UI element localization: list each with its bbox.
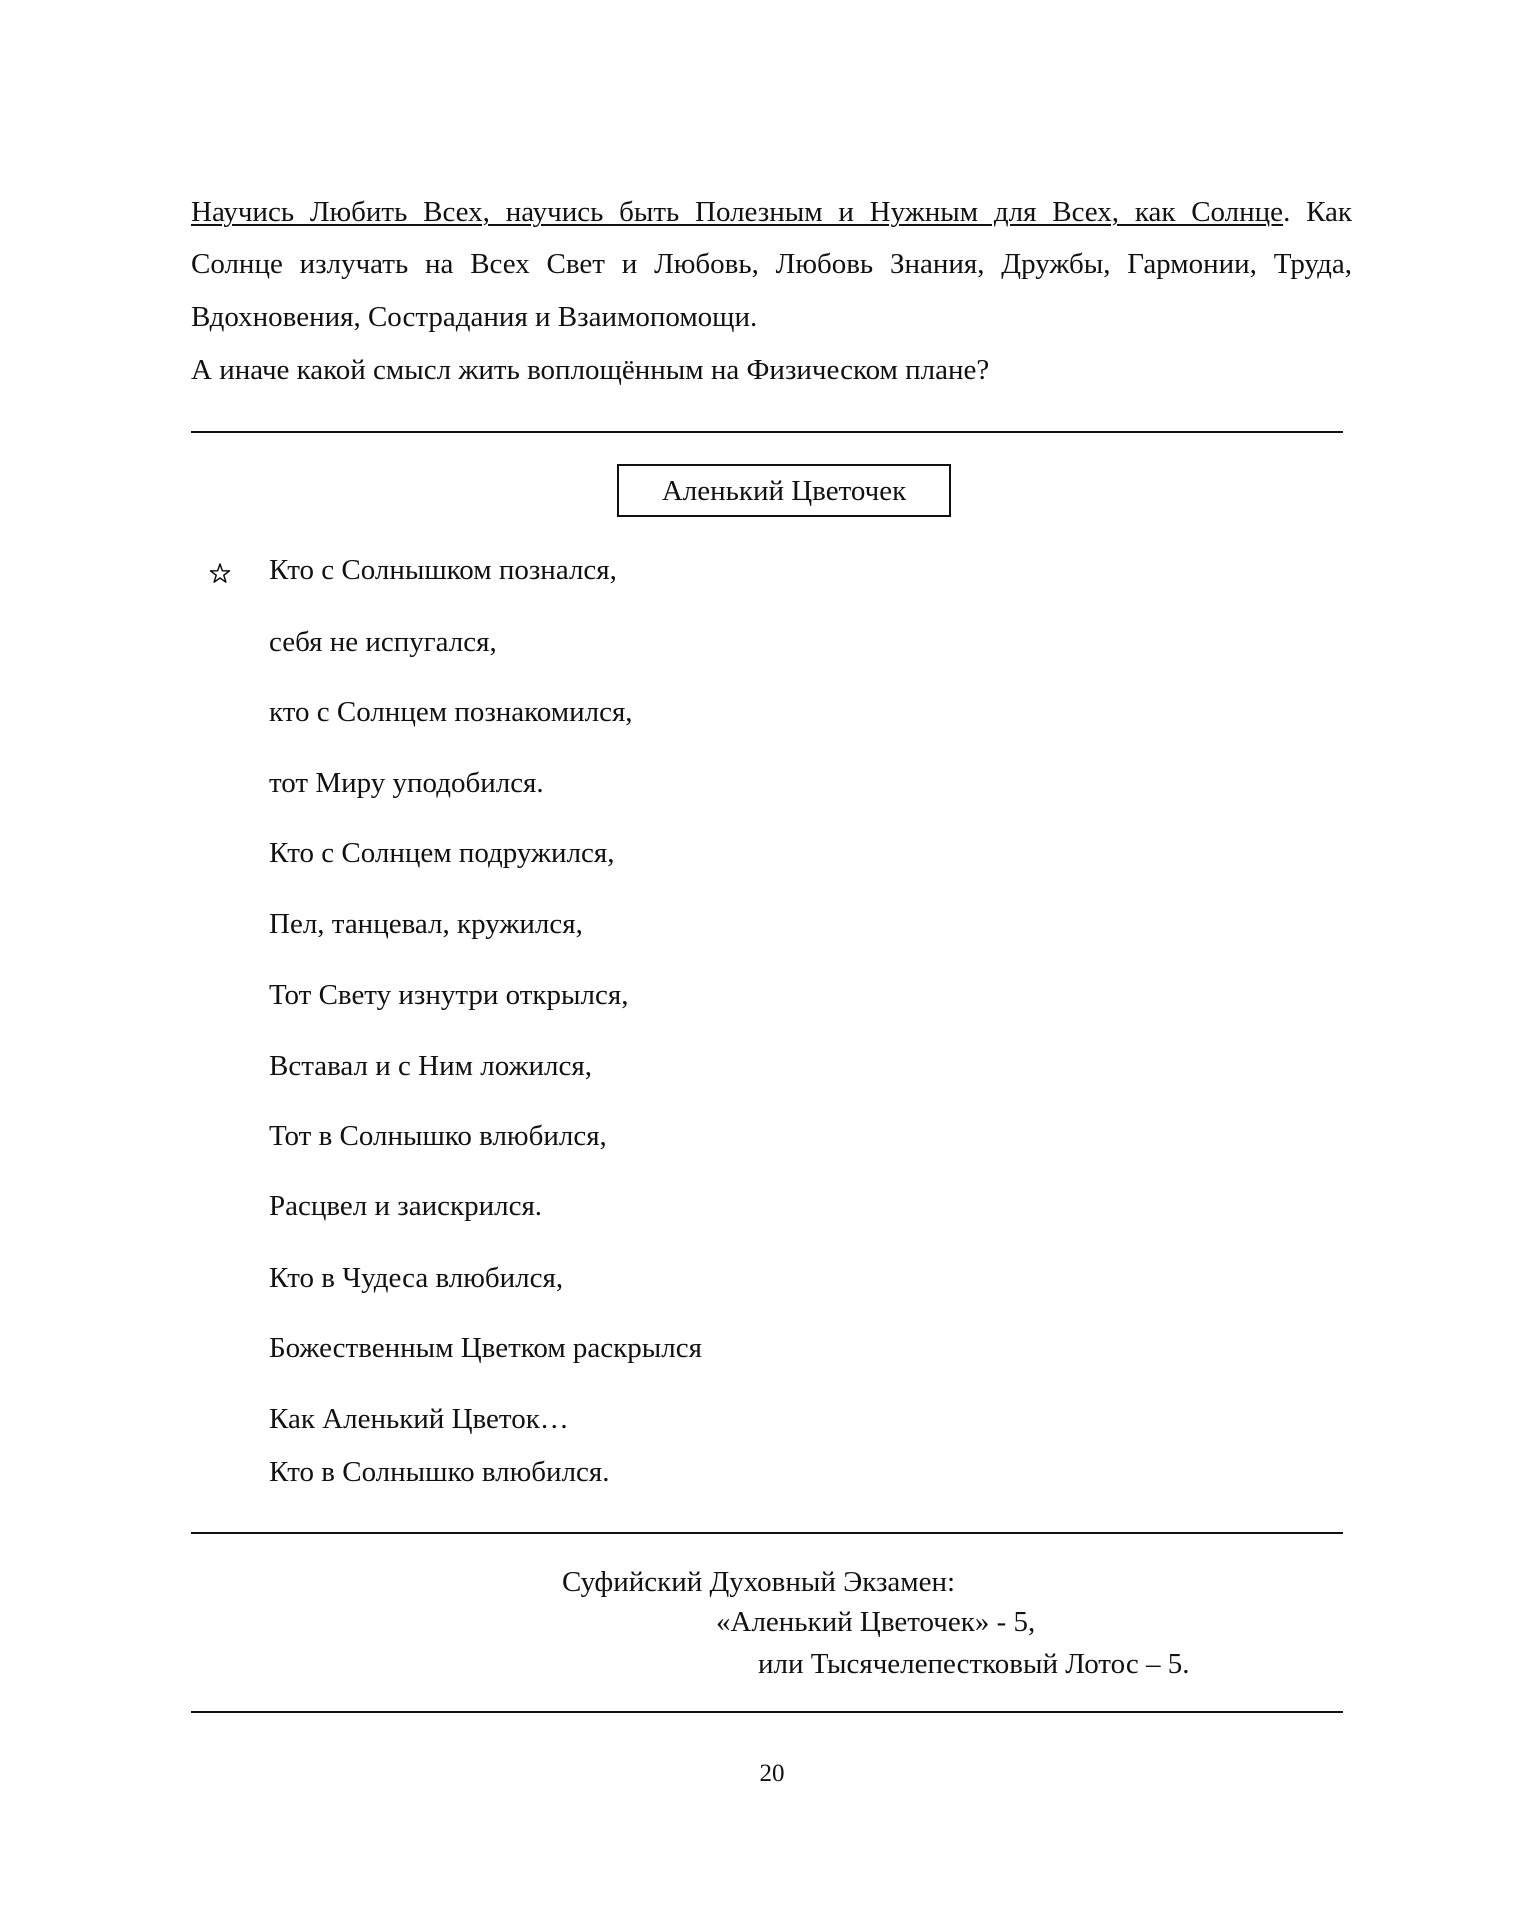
intro-line-4: А иначе какой смысл жить воплощённым на Физическом плане?	[191, 354, 990, 386]
poem-line: Тот в Солнышко влюбился,	[269, 1120, 607, 1152]
intro-line-3: Вдохновения, Сострадания и Взаимопомощи.	[191, 301, 758, 333]
page-number: 20	[759, 1760, 785, 1787]
signature-line-3: или Тысячелепестковый Лотос – 5.	[758, 1648, 1190, 1680]
poem-line: Кто в Чудеса влюбился,	[269, 1262, 564, 1294]
signature-line-1: Суфийский Духовный Экзамен:	[562, 1566, 956, 1598]
horizontal-rule-top	[191, 431, 1343, 433]
intro-line-2: Солнце излучать на Всех Свет и Любовь, Любовь Знания, Дружбы, Гармонии, Труда,	[191, 248, 1352, 280]
poem-line: Вставал и с Ним ложился,	[269, 1050, 592, 1082]
poem-line: Пел, танцевал, кружился,	[269, 908, 583, 940]
poem-line: себя не испугался,	[269, 626, 497, 658]
poem-line: Как Аленький Цветок…	[269, 1403, 569, 1435]
poem-line: кто с Солнцем познакомился,	[269, 696, 633, 728]
intro-line-1-rest: . Как	[1283, 196, 1353, 228]
poem-line: Тот Свету изнутри открылся,	[269, 979, 629, 1011]
poem-line: Божественным Цветком раскрылся	[269, 1332, 702, 1364]
poem-title-box	[617, 464, 951, 517]
horizontal-rule-bottom	[191, 1711, 1343, 1713]
intro-underlined-text: Научись Любить Всех, научись быть Полезным и Нужным для Всех, как Солнце	[191, 196, 1284, 228]
intro-line-1	[191, 194, 1352, 230]
poem-line: Расцвел и заискрился.	[269, 1190, 543, 1222]
poem-line: Кто с Солнышком познался,	[269, 554, 617, 586]
poem-title: Аленький Цветочек	[661, 474, 907, 507]
horizontal-rule-middle	[191, 1532, 1343, 1534]
poem-line: тот Миру уподобился.	[269, 767, 544, 799]
signature-line-2: «Аленький Цветочек» - 5,	[716, 1606, 1036, 1638]
poem-line: Кто в Солнышко влюбился.	[269, 1456, 610, 1488]
poem-line: Кто с Солнцем подружился,	[269, 837, 615, 869]
star-outline-icon	[209, 563, 231, 585]
